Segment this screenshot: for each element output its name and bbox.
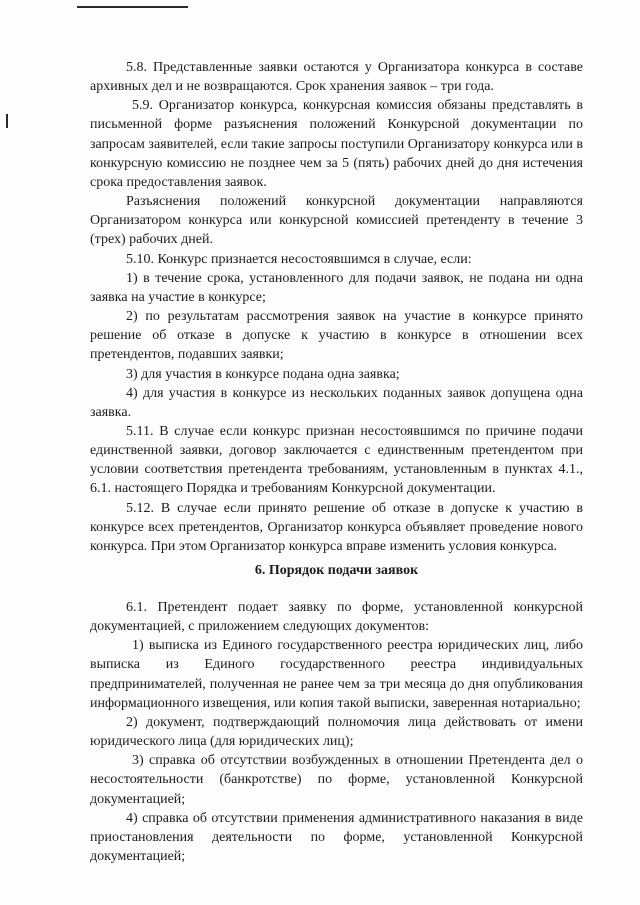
list-item-5-10-3: 3) для участия в конкурсе подана одна заявка; [126, 366, 400, 382]
paragraph-5-10: 5.10. Конкурс признается несостоявшимся в случае, если: [126, 251, 472, 267]
list-item-6-1-4: 4) справка об отсутствии применения административного наказания в виде приостановления деятельности по форме, установленной Конкурсной документацией; [90, 810, 583, 865]
paragraph-5-11: 5.11. В случае если конкурс признан несостоявшимся по причине подачи единственной заявки, договор заключается с единственным претендентом при условии соответствия претендента требованиям, установленным в пунктах 4.1., 6.1. настоящего Порядка и требованиям Конкурсной документации. [90, 423, 583, 497]
list-item-6-1-3: 3) справка об отсутствии возбужденных в отношении Претендента дел о несостоятельности (банкротстве) по форме, установленной Конкурсной документацией; [90, 753, 583, 807]
list-item-5-10-2: 2) по результатам рассмотрения заявок на участие в конкурсе принято решение об отказе в допуске к участию в конкурсе в отношении всех претендентов, подавших заявки; [90, 309, 583, 363]
list-item-6-1-1: 1) выписка из Единого государственного реестра юридических лиц, либо выписка из Единого государственного реестра индивидуальных предпринимателей, полученная не ранее чем за три месяца до дня опубликования информационного извещения, или копия такой выписки, заверенная нотариально; [90, 638, 583, 711]
paragraph-clarifications: Разъяснения положений конкурсной документации направляются Организатором конкурса или конкурсной комиссией претенденту в течение 3 (трех) рабочих дней. [90, 194, 583, 248]
paragraph-5-8: 5.8. Представленные заявки остаются у Организатора конкурса в составе архивных дел и не возвращаются. Срок хранения заявок – три года. [90, 60, 583, 95]
section-5-text [90, 58, 583, 556]
section-6-text [90, 598, 583, 866]
top-rule-line [77, 6, 188, 8]
list-item-6-1-2: 2) документ, подтверждающий полномочия лица действовать от имени юридического лица (для юридических лиц); [90, 714, 583, 750]
paragraph-5-12: 5.12. В случае если принято решение об отказе в допуске к участию в конкурсе всех претендентов, Организатор конкурса объявляет проведение нового конкурса. При этом Организатор конкурса вправе изменить условия конкурса. [90, 500, 583, 554]
margin-mark [6, 114, 8, 128]
section-heading-6: 6. Порядок подачи заявок [254, 563, 419, 578]
paragraph-6-1: 6.1. Претендент подает заявку по форме, установленной конкурсной документацией, с приложением следующих документов: [90, 600, 583, 635]
paragraph-5-9: 5.9. Организатор конкурса, конкурсная комиссия обязаны представлять в письменной форме разъяснения положений Конкурсной документации по запросам заявителей, если такие запросы поступили Организатору конкурса или в конкурсную комиссию не позднее чем за 5 (пять) рабочих дней до дня истечения срока предоставления заявок. [90, 98, 583, 190]
list-item-5-10-4: 4) для участия в конкурсе из нескольких поданных заявок допущена одна заявка. [90, 385, 583, 420]
list-item-5-10-1: 1) в течение срока, установленного для подачи заявок, не подана ни одна заявка на участие в конкурсе; [90, 270, 583, 305]
